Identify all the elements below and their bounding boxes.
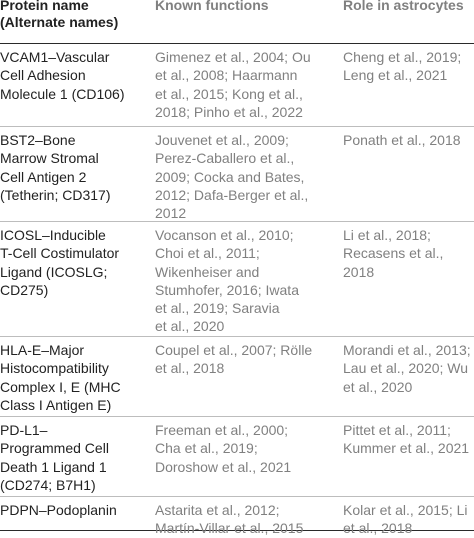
cell-known-functions: Vocanson et al., 2010; Choi et al., 2011; Wikenheiser and Stumhofer, 2016; Iwata et al., 2019; Saravia et al., 2020 <box>155 227 299 335</box>
cell-known-functions: Freeman et al., 2000; Cha et al., 2019; Doroshow et al., 2021 <box>155 422 292 475</box>
cell-role-in-astrocytes: Li et al., 2018; Recasens et al., 2018 <box>343 227 444 280</box>
header-protein-name: Protein name (Alternate names) <box>0 0 119 30</box>
table-row-bst2 <box>0 127 474 222</box>
cell-known-functions: Gimenez et al., 2004; Ou et al., 2008; Haarmann et al., 2015; Kong et al., 2018; Pinho et al., 2022 <box>155 49 311 120</box>
table-header <box>0 0 474 44</box>
cell-role-in-astrocytes: Morandi et al., 2013; Lau et al., 2020; Wu et al., 2020 <box>343 342 471 395</box>
cell-protein-name: BST2–Bone Marrow Stromal Cell Antigen 2 (Tetherin; CD317) <box>0 132 111 203</box>
cell-role-in-astrocytes: Pittet et al., 2011; Kummer et al., 2021 <box>343 422 470 457</box>
cell-known-functions: Coupel et al., 2007; Rölle et al., 2018 <box>155 342 313 377</box>
cell-protein-name: VCAM1–Vascular Cell Adhesion Molecule 1 (CD106) <box>0 49 125 102</box>
table-row-pdpn <box>0 497 474 537</box>
cell-role-in-astrocytes: Ponath et al., 2018 <box>343 132 461 148</box>
cell-known-functions: Jouvenet et al., 2009; Perez-Caballero et al., 2009; Cocka and Bates, 2012; Dafa-Berger et al., 2012 <box>155 132 309 222</box>
cell-known-functions: Astarita et al., 2012; Martín-Villar et al., 2015 <box>155 502 304 537</box>
cell-role-in-astrocytes: Kolar et al., 2015; Li et al., 2018 <box>343 502 468 537</box>
table-row-vcam1 <box>0 44 474 127</box>
cell-protein-name: ICOSL–Inducible T-Cell Costimulator Ligand (ICOSLG; CD275) <box>0 227 120 298</box>
header-known-functions: Known functions <box>155 0 269 13</box>
cell-protein-name: PD-L1– Programmed Cell Death 1 Ligand 1 (CD274; B7H1) <box>0 422 109 493</box>
table-row-pd-l1 <box>0 417 474 497</box>
header-role-in-astrocytes: Role in astrocytes <box>343 0 464 13</box>
table-row-hla-e <box>0 337 474 417</box>
table-row-icosl <box>0 222 474 337</box>
cell-protein-name: PDPN–Podoplanin <box>0 502 117 518</box>
cell-protein-name: HLA-E–Major Histocompatibility Complex I, E (MHC Class I Antigen E) <box>0 342 121 413</box>
cell-role-in-astrocytes: Cheng et al., 2019; Leng et al., 2021 <box>343 49 462 84</box>
